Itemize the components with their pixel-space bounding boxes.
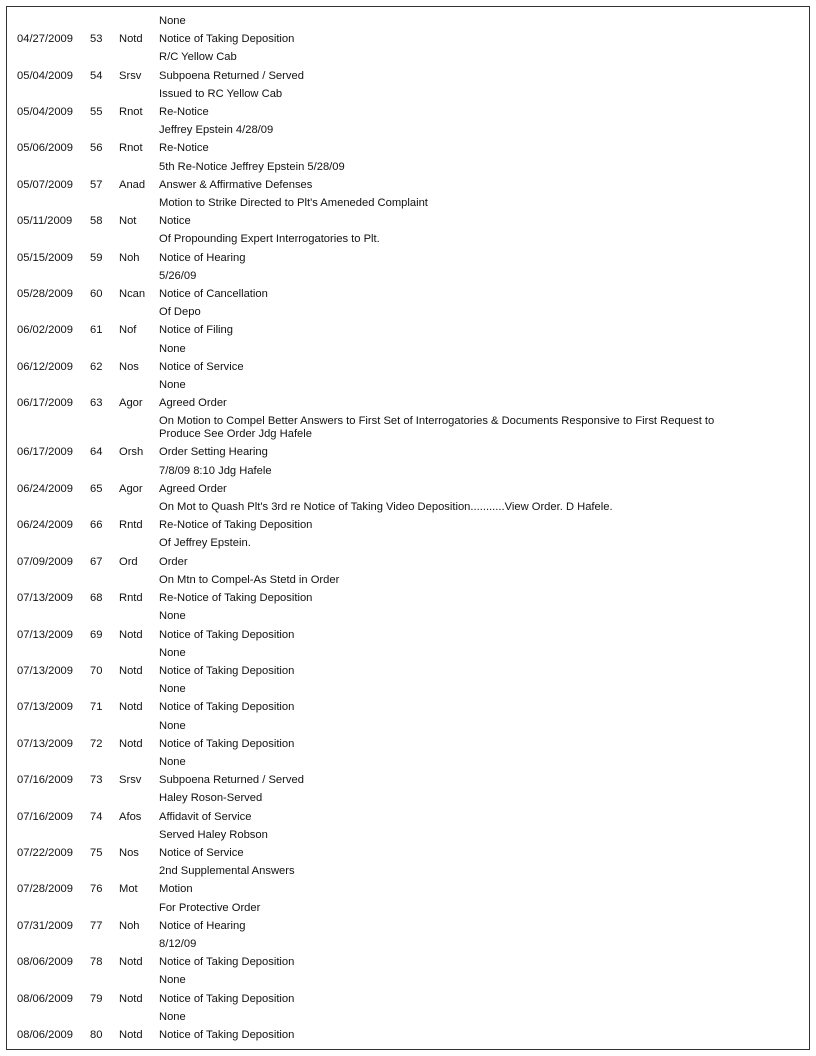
entry-detail: Of Propounding Expert Interrogatories to Plt. — [159, 233, 380, 246]
entry-detail: 8/12/09 — [159, 937, 197, 950]
entry-code: Ncan — [119, 288, 146, 301]
entry-date: 05/07/2009 — [17, 178, 73, 191]
entry-code: Rnot — [119, 142, 143, 155]
docket-detail-row — [7, 644, 809, 662]
entry-description: Notice of Cancellation — [159, 288, 268, 301]
entry-number: 58 — [90, 215, 103, 228]
entry-code: Nos — [119, 360, 139, 373]
entry-number: 80 — [90, 1028, 103, 1041]
docket-entry-row — [7, 103, 809, 121]
entry-code: Orsh — [119, 446, 144, 459]
entry-detail: Of Depo — [159, 306, 201, 319]
docket-entry-row — [7, 212, 809, 230]
entry-description: Notice — [159, 215, 191, 228]
docket-detail-row — [7, 376, 809, 394]
entry-date: 07/13/2009 — [17, 737, 73, 750]
docket-entry-row — [7, 1026, 809, 1044]
entry-description: Order Setting Hearing — [159, 446, 268, 459]
entry-detail: 5/26/09 — [159, 269, 197, 282]
entry-date: 05/15/2009 — [17, 251, 73, 264]
entry-detail: None — [159, 379, 186, 392]
entry-number: 60 — [90, 288, 103, 301]
entry-number: 59 — [90, 251, 103, 264]
entry-code: Notd — [119, 628, 143, 641]
entry-date: 05/04/2009 — [17, 106, 73, 119]
docket-entry-row — [7, 516, 809, 534]
entry-date: 06/17/2009 — [17, 397, 73, 410]
entry-code: Rntd — [119, 519, 143, 532]
entry-detail: 7/8/09 8:10 Jdg Hafele — [159, 464, 272, 477]
entry-code: Not — [119, 215, 137, 228]
entry-number: 67 — [90, 555, 103, 568]
entry-detail: For Protective Order — [159, 901, 261, 914]
docket-detail-row — [7, 48, 809, 66]
entry-number: 78 — [90, 956, 103, 969]
entry-description: Agreed Order — [159, 397, 227, 410]
entry-number: 65 — [90, 482, 103, 495]
entry-detail: R/C Yellow Cab — [159, 51, 237, 64]
entry-number: 79 — [90, 992, 103, 1005]
entry-detail: Issued to RC Yellow Cab — [159, 87, 283, 100]
entry-date: 07/13/2009 — [17, 701, 73, 714]
entry-description: Notice of Taking Deposition — [159, 628, 295, 641]
docket-detail-row — [7, 935, 809, 953]
entry-detail: None — [159, 755, 186, 768]
entry-description: Notice of Taking Deposition — [159, 992, 295, 1005]
entry-detail: On Motion to Compel Better Answers to First Set of Interrogatories & Documents Responsive to First Request to Produce See Order Jdg Hafele — [159, 415, 715, 441]
entry-code: Anad — [119, 178, 146, 191]
docket-entry-row — [7, 735, 809, 753]
entry-number: 73 — [90, 774, 103, 787]
entry-description: Notice of Taking Deposition — [159, 664, 295, 677]
docket-detail-row — [7, 498, 809, 516]
docket-entry-row — [7, 176, 809, 194]
docket-entry-row — [7, 30, 809, 48]
entry-number: 62 — [90, 360, 103, 373]
docket-detail-row — [7, 194, 809, 212]
docket-entry-row — [7, 249, 809, 267]
entry-code: Agor — [119, 482, 143, 495]
entry-date: 06/17/2009 — [17, 446, 73, 459]
entry-date: 07/31/2009 — [17, 919, 73, 932]
entry-code: Notd — [119, 1028, 143, 1041]
docket-frame — [6, 6, 810, 1050]
entry-date: 07/09/2009 — [17, 555, 73, 568]
entry-description: Notice of Service — [159, 846, 244, 859]
entry-date: 07/13/2009 — [17, 628, 73, 641]
docket-entry-row — [7, 808, 809, 826]
entry-code: Noh — [119, 919, 140, 932]
entry-number: 64 — [90, 446, 103, 459]
entry-description: Re-Notice — [159, 142, 209, 155]
entry-description: Notice of Taking Deposition — [159, 1028, 295, 1041]
docket-detail-row — [7, 85, 809, 103]
docket-entry-row — [7, 953, 809, 971]
entry-detail: Of Jeffrey Epstein. — [159, 537, 251, 550]
docket-detail-row — [7, 230, 809, 248]
entry-description: Notice of Taking Deposition — [159, 33, 295, 46]
docket-entry-row — [7, 698, 809, 716]
docket-entry-row — [7, 880, 809, 898]
entry-description: Affidavit of Service — [159, 810, 252, 823]
docket-detail-row — [7, 680, 809, 698]
docket-entry-row — [7, 990, 809, 1008]
docket-entry-row — [7, 321, 809, 339]
docket-entry-row — [7, 662, 809, 680]
docket-detail-row — [7, 607, 809, 625]
docket-detail-row — [7, 534, 809, 552]
docket-detail-row — [7, 753, 809, 771]
entry-detail: None — [159, 646, 186, 659]
entry-number: 76 — [90, 883, 103, 896]
entry-description: Notice of Hearing — [159, 919, 246, 932]
entry-detail: None — [159, 15, 186, 27]
entry-detail: None — [159, 610, 186, 623]
entry-description: Subpoena Returned / Served — [159, 69, 304, 82]
entry-number: 55 — [90, 106, 103, 119]
entry-code: Agor — [119, 397, 143, 410]
entry-code: Notd — [119, 664, 143, 677]
docket-list — [7, 12, 809, 1044]
docket-detail-row — [7, 971, 809, 989]
entry-detail: None — [159, 683, 186, 696]
docket-detail-row — [7, 826, 809, 844]
entry-date: 05/28/2009 — [17, 288, 73, 301]
docket-detail-row — [7, 1008, 809, 1026]
entry-code: Nof — [119, 324, 137, 337]
entry-detail: On Mtn to Compel-As Stetd in Order — [159, 573, 340, 586]
entry-detail: Motion to Strike Directed to Plt's Ameneded Complaint — [159, 197, 428, 210]
entry-code: Nos — [119, 846, 139, 859]
entry-description: Notice of Taking Deposition — [159, 701, 295, 714]
docket-entry-row — [7, 139, 809, 157]
entry-date: 06/24/2009 — [17, 482, 73, 495]
entry-number: 56 — [90, 142, 103, 155]
docket-entry-row — [7, 553, 809, 571]
entry-date: 08/06/2009 — [17, 956, 73, 969]
docket-entry-row — [7, 67, 809, 85]
docket-entry-row — [7, 358, 809, 376]
entry-date: 06/12/2009 — [17, 360, 73, 373]
entry-number: 63 — [90, 397, 103, 410]
docket-detail-row — [7, 717, 809, 735]
entry-date: 07/28/2009 — [17, 883, 73, 896]
entry-date: 07/16/2009 — [17, 810, 73, 823]
entry-number: 74 — [90, 810, 103, 823]
docket-detail-row — [7, 158, 809, 176]
entry-date: 08/06/2009 — [17, 1028, 73, 1041]
docket-detail-row — [7, 899, 809, 917]
entry-detail: On Mot to Quash Plt's 3rd re Notice of Taking Video Deposition...........View Order. D Hafele. — [159, 501, 613, 514]
docket-detail-row — [7, 412, 809, 443]
entry-detail: None — [159, 342, 186, 355]
entry-number: 53 — [90, 33, 103, 46]
docket-entry-row — [7, 626, 809, 644]
entry-number: 75 — [90, 846, 103, 859]
entry-number: 54 — [90, 69, 103, 82]
entry-date: 07/13/2009 — [17, 592, 73, 605]
entry-code: Afos — [119, 810, 142, 823]
entry-detail: None — [159, 974, 186, 987]
entry-code: Notd — [119, 956, 143, 969]
entry-number: 72 — [90, 737, 103, 750]
entry-date: 04/27/2009 — [17, 33, 73, 46]
entry-number: 61 — [90, 324, 103, 337]
docket-detail-row — [7, 571, 809, 589]
entry-number: 68 — [90, 592, 103, 605]
entry-code: Notd — [119, 701, 143, 714]
docket-detail-row — [7, 267, 809, 285]
entry-number: 69 — [90, 628, 103, 641]
entry-description: Order — [159, 555, 188, 568]
entry-description: Re-Notice of Taking Deposition — [159, 519, 313, 532]
docket-entry-row — [7, 285, 809, 303]
entry-date: 05/06/2009 — [17, 142, 73, 155]
docket-detail-row — [7, 862, 809, 880]
entry-date: 07/16/2009 — [17, 774, 73, 787]
docket-entry-row — [7, 443, 809, 461]
entry-code: Notd — [119, 33, 143, 46]
entry-number: 66 — [90, 519, 103, 532]
entry-description: Notice of Taking Deposition — [159, 737, 295, 750]
docket-entry-row — [7, 480, 809, 498]
entry-date: 07/13/2009 — [17, 664, 73, 677]
entry-code: Notd — [119, 737, 143, 750]
entry-date: 05/04/2009 — [17, 69, 73, 82]
entry-description: Answer & Affirmative Defenses — [159, 178, 313, 191]
docket-entry-row — [7, 589, 809, 607]
docket-detail-row — [7, 303, 809, 321]
entry-code: Srsv — [119, 774, 142, 787]
entry-description: Re-Notice of Taking Deposition — [159, 592, 313, 605]
entry-number: 57 — [90, 178, 103, 191]
entry-detail: None — [159, 1010, 186, 1023]
entry-description: Subpoena Returned / Served — [159, 774, 304, 787]
entry-detail: Haley Roson-Served — [159, 792, 263, 805]
entry-code: Rntd — [119, 592, 143, 605]
entry-detail: 2nd Supplemental Answers — [159, 865, 295, 878]
entry-detail: Served Haley Robson — [159, 828, 268, 841]
entry-detail: 5th Re-Notice Jeffrey Epstein 5/28/09 — [159, 160, 345, 173]
entry-description: Agreed Order — [159, 482, 227, 495]
docket-detail-row — [7, 789, 809, 807]
entry-code: Ord — [119, 555, 138, 568]
entry-code: Mot — [119, 883, 138, 896]
entry-description: Notice of Hearing — [159, 251, 246, 264]
entry-date: 06/02/2009 — [17, 324, 73, 337]
entry-date: 06/24/2009 — [17, 519, 73, 532]
docket-entry-row — [7, 771, 809, 789]
entry-description: Notice of Taking Deposition — [159, 956, 295, 969]
docket-detail-row — [7, 462, 809, 480]
entry-code: Srsv — [119, 69, 142, 82]
entry-code: Noh — [119, 251, 140, 264]
docket-detail-row — [7, 12, 809, 30]
entry-description: Re-Notice — [159, 106, 209, 119]
entry-detail: Jeffrey Epstein 4/28/09 — [159, 124, 274, 137]
entry-number: 71 — [90, 701, 103, 714]
docket-detail-row — [7, 340, 809, 358]
entry-date: 08/06/2009 — [17, 992, 73, 1005]
docket-entry-row — [7, 917, 809, 935]
entry-code: Rnot — [119, 106, 143, 119]
entry-detail: None — [159, 719, 186, 732]
entry-date: 07/22/2009 — [17, 846, 73, 859]
entry-number: 70 — [90, 664, 103, 677]
docket-entry-row — [7, 844, 809, 862]
docket-entry-row — [7, 394, 809, 412]
entry-code: Notd — [119, 992, 143, 1005]
entry-description: Motion — [159, 883, 193, 896]
entry-date: 05/11/2009 — [17, 215, 73, 228]
docket-detail-row — [7, 121, 809, 139]
entry-description: Notice of Service — [159, 360, 244, 373]
entry-description: Notice of Filing — [159, 324, 233, 337]
entry-number: 77 — [90, 919, 103, 932]
